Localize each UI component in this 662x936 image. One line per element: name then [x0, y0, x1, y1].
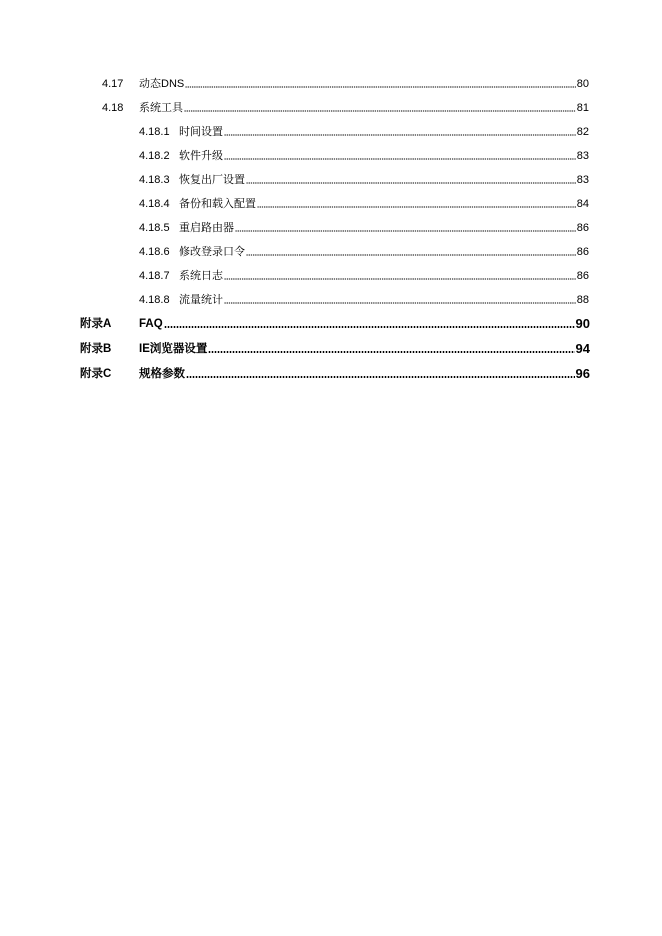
dot-leader [224, 270, 576, 280]
toc-entry-appendix-a[interactable] [80, 313, 590, 331]
dot-leader [164, 318, 575, 328]
toc-entry-number: 4.18.5 [139, 222, 170, 234]
toc-entry-title: 备份和载入配置 [179, 198, 256, 210]
toc-entry-4-18[interactable] [102, 97, 589, 115]
toc-entry-number: 附录B [80, 343, 112, 355]
toc-entry-page: 94 [575, 341, 590, 356]
dot-leader [257, 198, 576, 208]
toc-entry-4-18-8[interactable] [139, 289, 589, 307]
toc-entry-page: 84 [576, 198, 589, 210]
toc-entry-number: 附录C [80, 368, 112, 380]
toc-entry-page: 80 [576, 78, 589, 90]
dot-leader [184, 102, 576, 112]
toc-entry-page: 90 [575, 316, 590, 331]
toc-entry-page: 88 [576, 294, 589, 306]
toc-entry-page: 83 [576, 174, 589, 186]
toc-entry-number: 4.18.3 [139, 174, 170, 186]
dot-leader [208, 343, 574, 353]
toc-entry-page: 83 [576, 150, 589, 162]
toc-entry-4-18-5[interactable] [139, 217, 589, 235]
toc-entry-title: 恢复出厂设置 [179, 174, 245, 186]
dot-leader [224, 150, 576, 160]
toc-entry-title: 重启路由器 [179, 222, 234, 234]
dot-leader [224, 126, 576, 136]
toc-entry-title: FAQ [139, 318, 163, 330]
dot-leader [186, 368, 575, 378]
toc-entry-number: 4.17 [102, 78, 124, 90]
dot-leader [246, 246, 576, 256]
toc-entry-title: 修改登录口令 [179, 246, 245, 258]
toc-entry-title: 软件升级 [179, 150, 223, 162]
dot-leader [235, 222, 576, 232]
toc-entry-page: 81 [576, 102, 589, 114]
toc-entry-page: 82 [576, 126, 589, 138]
dot-leader [185, 78, 576, 88]
toc-entry-number: 4.18.2 [139, 150, 170, 162]
toc-entry-appendix-b[interactable] [80, 338, 590, 356]
toc-entry-4-18-2[interactable] [139, 145, 589, 163]
toc-entry-page: 86 [576, 246, 589, 258]
toc-entry-page: 86 [576, 270, 589, 282]
toc-entry-title: 系统日志 [179, 270, 223, 282]
toc-entry-title: 动态DNS [139, 78, 185, 90]
toc-entry-number: 4.18.8 [139, 294, 170, 306]
toc-entry-title: IE浏览器设置 [139, 343, 208, 355]
dot-leader [246, 174, 576, 184]
toc-entry-4-18-4[interactable] [139, 193, 589, 211]
toc-entry-title: 时间设置 [179, 126, 223, 138]
toc-entry-number: 4.18 [102, 102, 124, 114]
toc-entry-number: 4.18.4 [139, 198, 170, 210]
toc-entry-4-17[interactable] [102, 73, 589, 91]
toc-entry-title: 流量统计 [179, 294, 223, 306]
toc-entry-page: 86 [576, 222, 589, 234]
toc-entry-number: 4.18.7 [139, 270, 170, 282]
toc-entry-4-18-1[interactable] [139, 121, 589, 139]
toc-entry-4-18-3[interactable] [139, 169, 589, 187]
toc-entry-4-18-6[interactable] [139, 241, 589, 259]
toc-entry-title: 规格参数 [139, 368, 185, 380]
toc-entry-number: 4.18.6 [139, 246, 170, 258]
toc-entry-title: 系统工具 [139, 102, 183, 114]
toc-entry-page: 96 [575, 366, 590, 381]
toc-entry-4-18-7[interactable] [139, 265, 589, 283]
dot-leader [224, 294, 576, 304]
toc-entry-number: 附录A [80, 318, 112, 330]
toc-entry-number: 4.18.1 [139, 126, 170, 138]
toc-entry-appendix-c[interactable] [80, 363, 590, 381]
